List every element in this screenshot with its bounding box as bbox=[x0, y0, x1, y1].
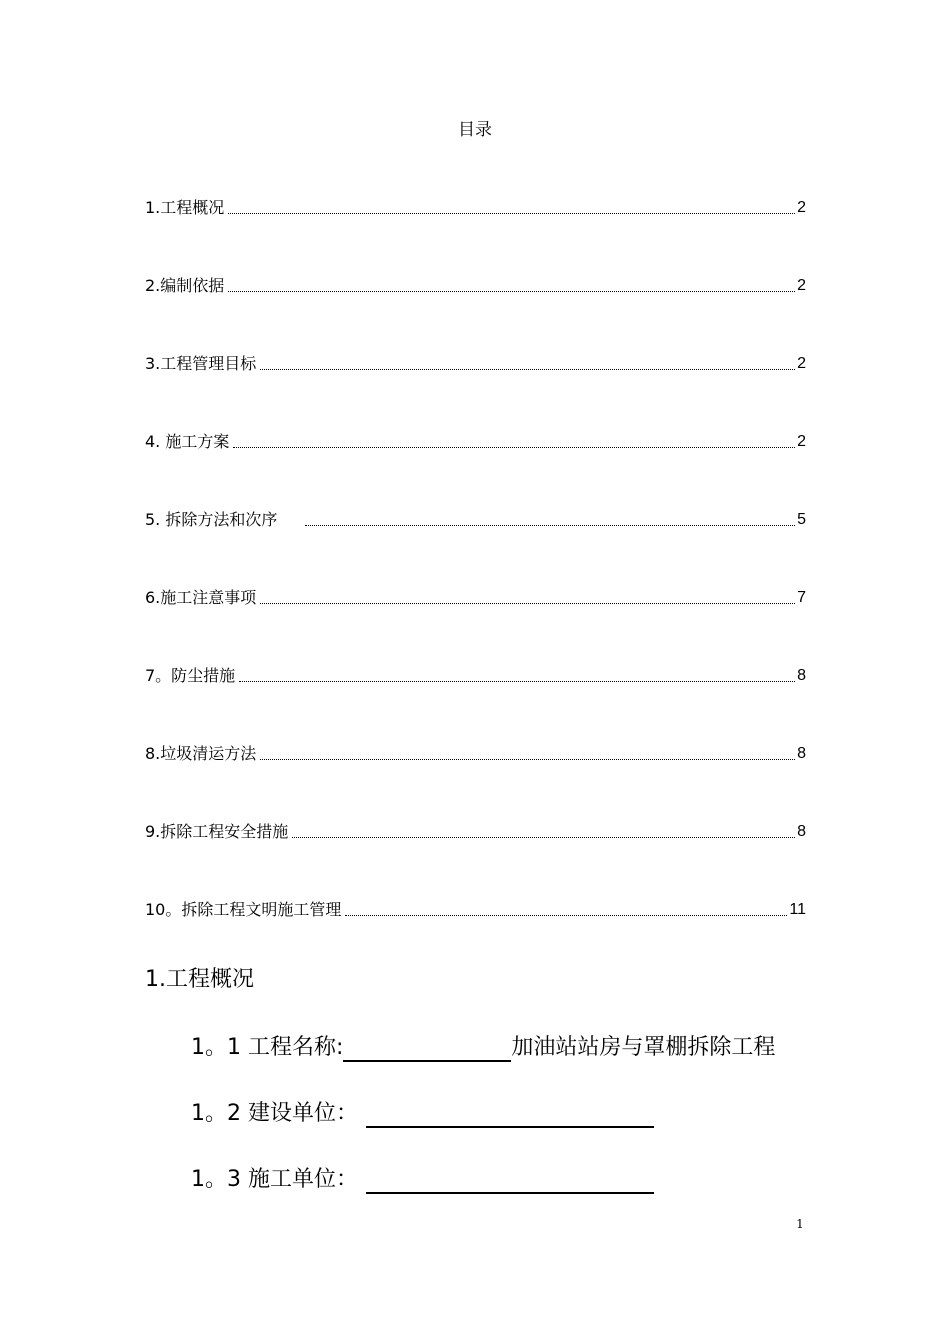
toc-entry-label: 6.施工注意事项 bbox=[145, 588, 257, 607]
toc-leader-dots bbox=[260, 352, 795, 376]
toc-entry-2[interactable] bbox=[145, 274, 806, 298]
field-underline[interactable] bbox=[366, 1162, 654, 1194]
toc-entry-label: 5. 拆除方法和次序 bbox=[145, 510, 278, 529]
toc-entry-1[interactable] bbox=[145, 196, 806, 220]
toc-entry-page: 11 bbox=[789, 901, 806, 918]
toc-entry-page: 2 bbox=[797, 199, 806, 216]
toc-leader-dots bbox=[260, 586, 795, 610]
toc-leader-dots bbox=[228, 196, 795, 220]
toc-title: 目录 bbox=[458, 120, 492, 140]
toc-entry-page: 8 bbox=[797, 823, 806, 840]
toc-entry-label: 4. 施工方案 bbox=[145, 432, 230, 451]
toc-entry-page: 2 bbox=[797, 433, 806, 450]
field-label: 1。2 建设单位： bbox=[191, 1101, 358, 1126]
toc-leader-dots bbox=[239, 664, 795, 688]
toc-leader-dots bbox=[292, 820, 795, 844]
toc-entry-label: 1.工程概况 bbox=[145, 198, 225, 217]
toc-entry-7[interactable] bbox=[145, 664, 806, 688]
section-heading: 1.工程概况 bbox=[145, 967, 254, 992]
toc-entry-label: 2.编制依据 bbox=[145, 276, 225, 295]
toc-entry-page: 2 bbox=[797, 277, 806, 294]
toc-entry-label: 7。防尘措施 bbox=[145, 666, 236, 685]
toc-entry-label: 10。拆除工程文明施工管理 bbox=[145, 900, 342, 919]
toc-entry-page: 5 bbox=[797, 511, 806, 528]
toc-leader-dots bbox=[305, 508, 795, 532]
toc-entry-label: 9.拆除工程安全措施 bbox=[145, 822, 289, 841]
field-contractor bbox=[191, 1162, 654, 1196]
toc-entry-9[interactable] bbox=[145, 820, 806, 844]
field-value: 加油站站房与罩棚拆除工程 bbox=[511, 1035, 776, 1060]
field-label: 1。3 施工单位： bbox=[191, 1167, 358, 1192]
toc-entry-label: 8.垃圾清运方法 bbox=[145, 744, 257, 763]
toc-entry-8[interactable] bbox=[145, 742, 806, 766]
toc-entry-3[interactable] bbox=[145, 352, 806, 376]
field-project-name bbox=[191, 1030, 775, 1064]
toc-entry-page: 8 bbox=[797, 745, 806, 762]
toc-leader-dots bbox=[345, 898, 787, 922]
toc-entry-page: 8 bbox=[797, 667, 806, 684]
toc-entry-6[interactable] bbox=[145, 586, 806, 610]
toc-entry-5[interactable] bbox=[145, 508, 806, 532]
field-underline[interactable] bbox=[343, 1030, 511, 1062]
toc-entry-page: 7 bbox=[797, 589, 806, 606]
toc-entry-label: 3.工程管理目标 bbox=[145, 354, 257, 373]
field-construction-owner bbox=[191, 1096, 654, 1130]
toc-leader-dots bbox=[228, 274, 795, 298]
toc-entry-4[interactable] bbox=[145, 430, 806, 454]
field-underline[interactable] bbox=[366, 1096, 654, 1128]
toc-leader-dots bbox=[260, 742, 795, 766]
page-number: 1 bbox=[796, 1217, 804, 1231]
toc-entry-page: 2 bbox=[797, 355, 806, 372]
field-label: 1。1 工程名称: bbox=[191, 1035, 344, 1060]
toc-entry-10[interactable] bbox=[145, 898, 806, 922]
toc-leader-dots bbox=[233, 430, 795, 454]
